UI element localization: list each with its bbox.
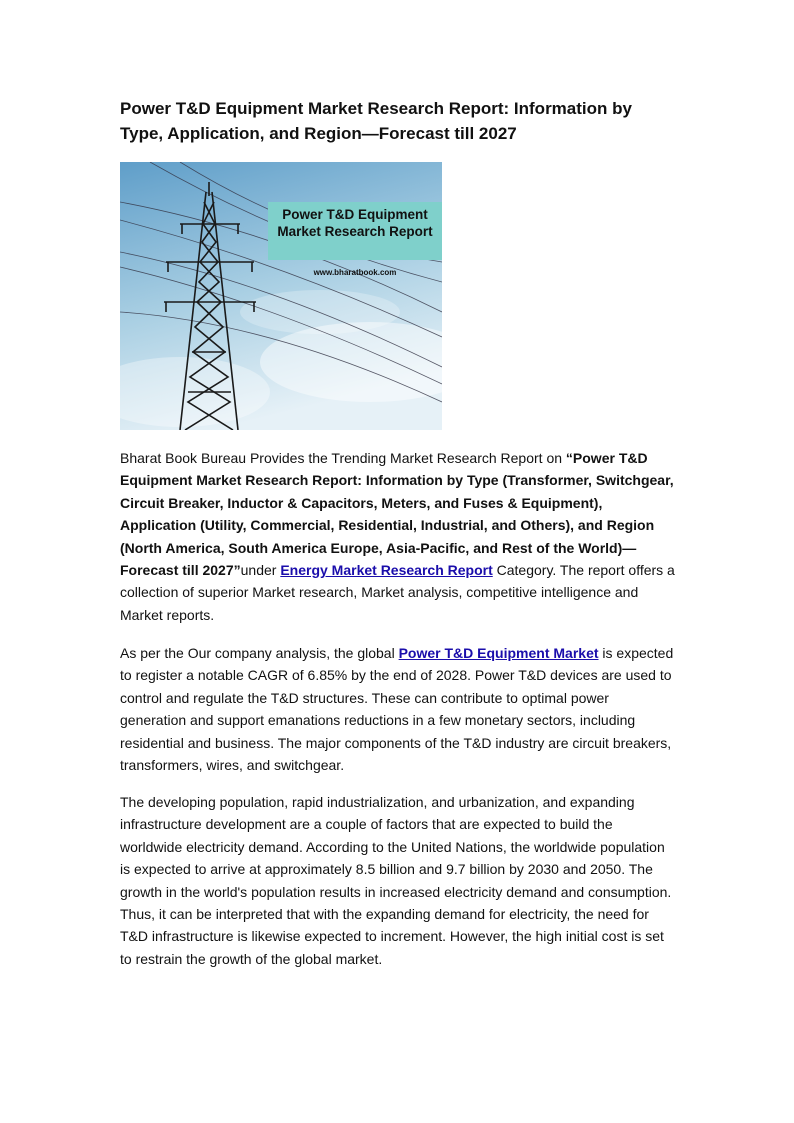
- hero-image: [120, 162, 442, 430]
- energy-report-link[interactable]: Energy Market Research Report: [280, 562, 493, 579]
- hero-title-box: Power T&D Equipment Market Research Report: [268, 202, 442, 260]
- paragraph-analysis: [120, 642, 676, 776]
- report-title: Power T&D Equipment Market Research Report: Information by Type, Application, and Region—Forecast till 2027: [120, 99, 632, 143]
- para2-rest: is expected to register a notable CAGR of 6.85% by the end of 2028. Power T&D devices are used to control and regulate the T&D structures. These can contribute to optimal power generation and support emanations reductions in a few monetary sectors, including residential and business. The major components of the T&D industry are circuit breakers, transformers, wires, and switchgear.: [120, 645, 674, 774]
- para1-report-name: “Power T&D Equipment Market Research Report: Information by Type (Transformer, Switchgear, Circuit Breaker, Inductor & Capacitors, Meters, and Fuses & Equipment), Application (Utility, Commercial, Residential, Industrial, and Others), and Region (North America, South America Europe, Asia-Pacific, and Rest of the World)—Forecast till 2027”: [120, 450, 674, 579]
- paragraph-drivers: The developing population, rapid industrialization, and urbanization, and expanding infrastructure development are a couple of factors that are expected to build the worldwide electricity demand. According to the United Nations, the worldwide population is expected to arrive at approximately 8.5 billion and 9.7 billion by 2030 and 2050. The growth in the world's population results in increased electricity demand and consumption. Thus, it can be interpreted that with the expanding demand for electricity, the need for T&D infrastructure is likewise expected to increment. However, the high initial cost is set to restrain the growth of the global market.: [120, 794, 672, 967]
- hero-url: www.bharatbook.com: [313, 268, 397, 277]
- market-link[interactable]: Power T&D Equipment Market: [398, 645, 599, 661]
- para1-intro: Bharat Book Bureau Provides the Trending Market Research Report on: [120, 450, 566, 466]
- para2-intro: As per the Our company analysis, the global: [120, 645, 399, 661]
- para1-under: under: [240, 562, 281, 579]
- para1-rest: Category. The report offers a collection of superior Market research, Market analysis, competitive intelligence and Market reports.: [120, 562, 675, 623]
- paragraph-intro: [120, 447, 676, 626]
